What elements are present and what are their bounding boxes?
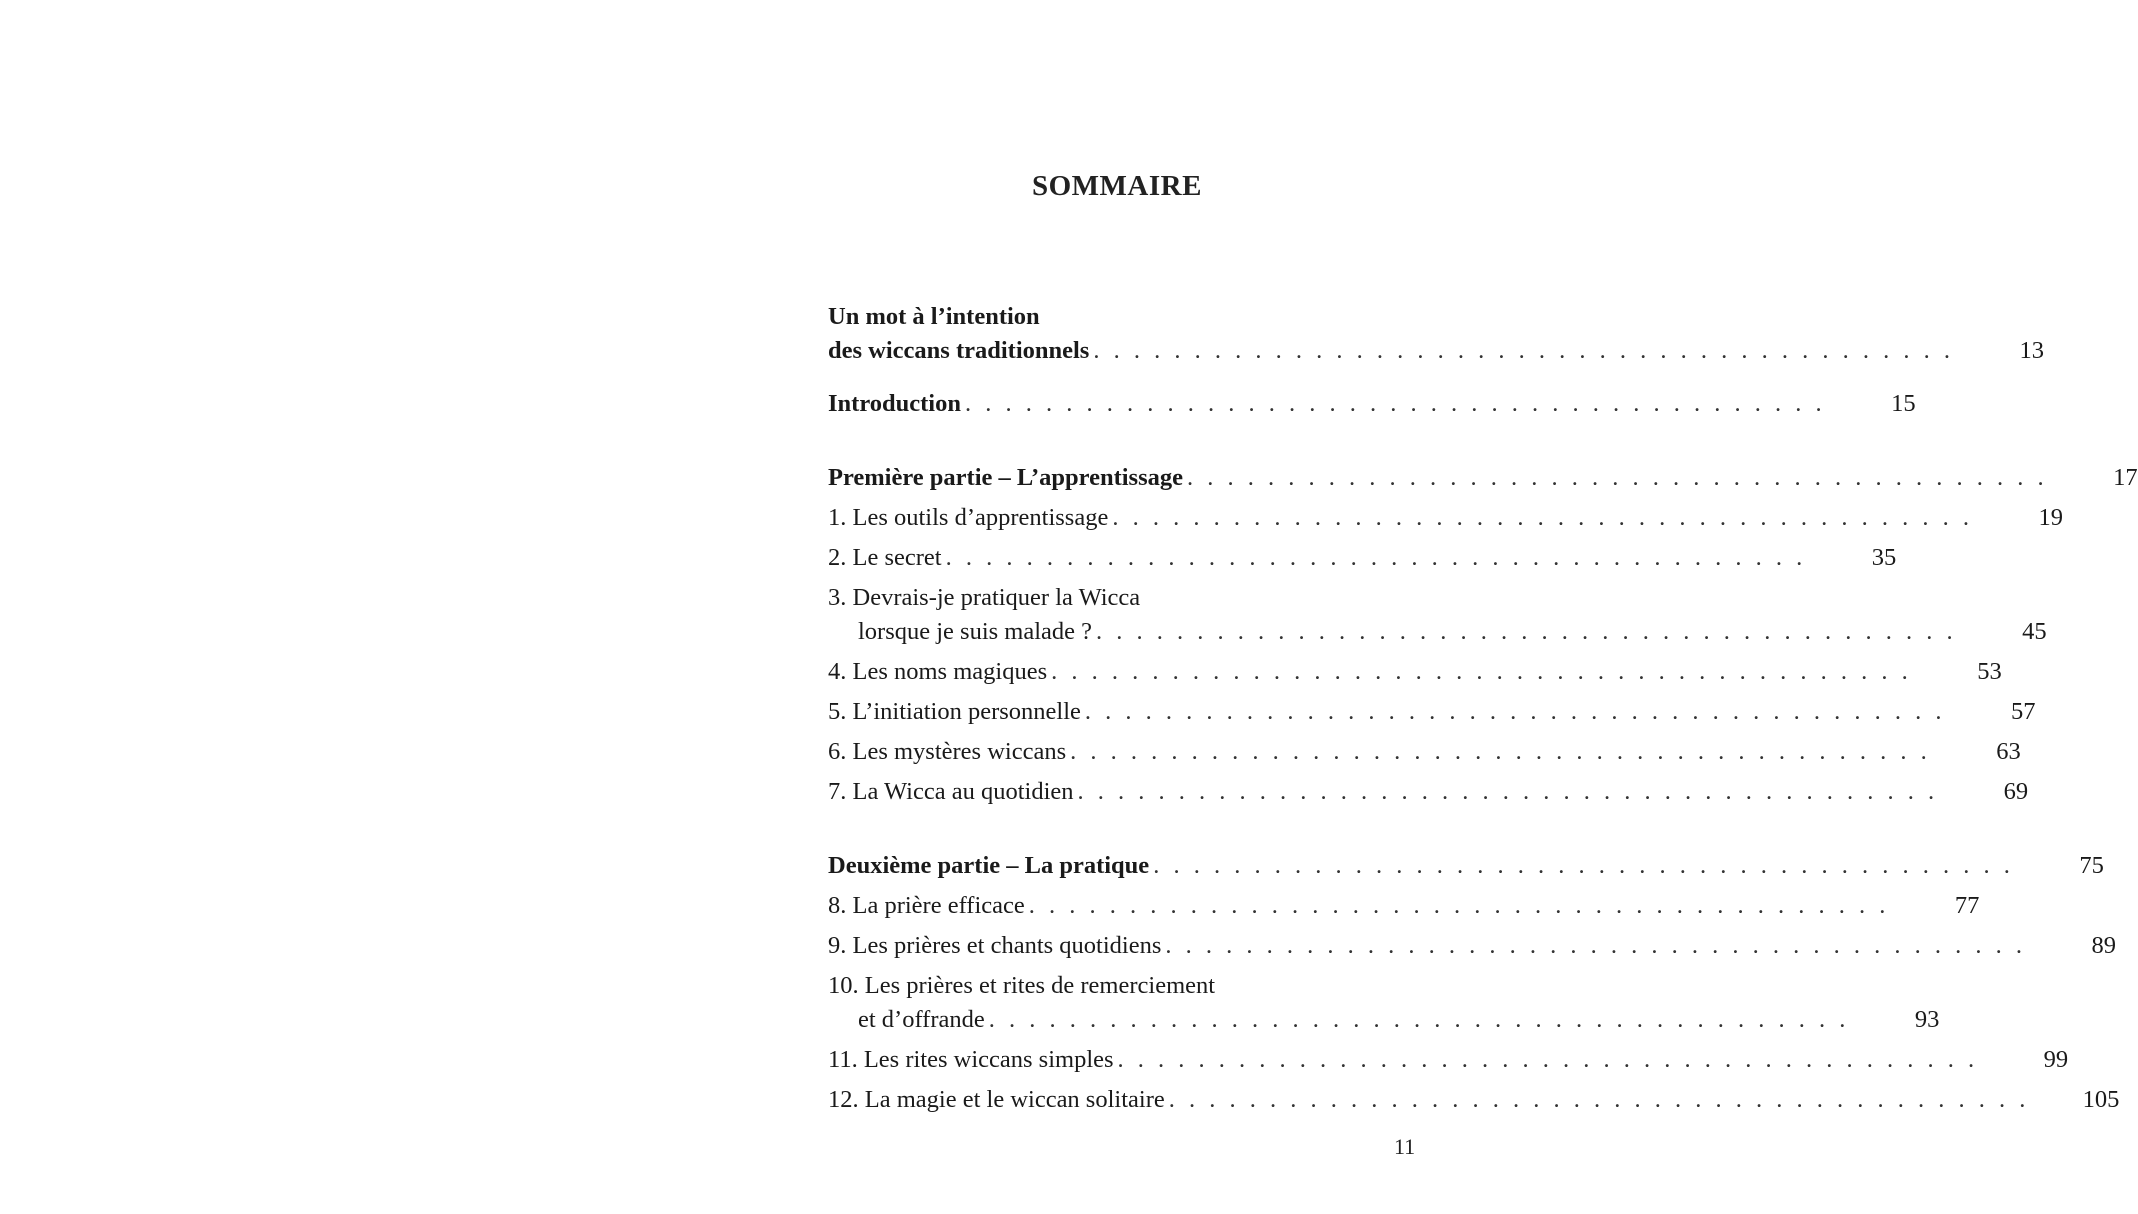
- toc-entry-title: 4. Les noms magiques: [828, 658, 1048, 685]
- page-title: SOMMAIRE: [1032, 170, 1202, 202]
- toc-entry-title-line1: Un mot à l’intention: [828, 303, 1040, 330]
- toc-page-number: 69: [2003, 778, 2029, 805]
- toc-entry: [828, 581, 2047, 649]
- toc-entry: [828, 300, 2044, 368]
- leader-dots: . . . . . . . . . . . . . . . . . . . . . . . . . . . . . . . . . . . . . . . . . . .: [1112, 504, 1973, 531]
- toc-page-number: 45: [2022, 618, 2047, 645]
- leader-dots: . . . . . . . . . . . . . . . . . . . . . . . . . . . . . . . . . . . . . . . . . . .: [1028, 892, 1890, 919]
- leader-dots: . . . . . . . . . . . . . . . . . . . . . . . . . . . . . . . . . . . . . . . . . . .: [1077, 778, 1939, 805]
- toc-entry: [828, 1043, 2069, 1077]
- toc-entry: [828, 387, 1916, 421]
- leader-dots: . . . . . . . . . . . . . . . . . . . . . . . . . . . . . . . . . . . . . . . . . . .: [1165, 932, 2027, 959]
- leader-dots: . . . . . . . . . . . . . . . . . . . . . . . . . . . . . . . . . . . . . . . . . . .: [1153, 852, 2014, 879]
- toc-page-number: 89: [2091, 932, 2117, 959]
- toc-page-number: 13: [2019, 337, 2044, 364]
- leader-dots: . . . . . . . . . . . . . . . . . . . . . . . . . . . . . . . . . . . . . . . . . . .: [1051, 658, 1912, 685]
- leader-dots: . . . . . . . . . . . . . . . . . . . . . . . . . . . . . . . . . . . . . . . . . . .: [988, 1006, 1850, 1033]
- toc-entry-title: et d’offrande: [858, 1006, 985, 1033]
- page-number: 11: [1394, 1134, 1416, 1159]
- toc-entry: [828, 889, 1980, 923]
- toc-entry: [828, 969, 1940, 1037]
- toc-entry: [828, 695, 2036, 729]
- toc-entry: [828, 775, 2029, 809]
- toc-entry-title: 2. Le secret: [828, 544, 942, 571]
- toc-page-number: 75: [2079, 852, 2104, 879]
- toc-page-number: 53: [1977, 658, 2002, 685]
- table-of-contents: [828, 300, 2138, 1117]
- toc-page-number: 63: [1996, 738, 2021, 765]
- toc-entry-title: 1. Les outils d’apprentissage: [828, 504, 1109, 531]
- leader-dots: . . . . . . . . . . . . . . . . . . . . . . . . . . . . . . . . . . . . . . . . . . .: [1168, 1086, 2030, 1113]
- toc-entry-title: des wiccans traditionnels: [828, 337, 1090, 364]
- toc-entry-title: lorsque je suis malade ?: [858, 618, 1093, 645]
- toc-entry: [828, 655, 2002, 689]
- toc-entry-title: 5. L’initiation personnelle: [828, 698, 1081, 725]
- toc-entry: [828, 849, 2104, 883]
- toc-entry-title: Première partie – L’apprentissage: [828, 464, 1183, 491]
- toc-entry-title: 8. La prière efficace: [828, 892, 1025, 919]
- leader-dots: . . . . . . . . . . . . . . . . . . . . . . . . . . . . . . . . . . . . . . . . . . .: [1186, 464, 2048, 491]
- leader-dots: . . . . . . . . . . . . . . . . . . . . . . . . . . . . . . . . . . . . . . . . . . .: [1084, 698, 1946, 725]
- toc-entry: [828, 929, 2117, 963]
- leader-dots: . . . . . . . . . . . . . . . . . . . . . . . . . . . . . . . . . . . . . . . . . . .: [964, 390, 1826, 417]
- toc-entry-title: 6. Les mystères wiccans: [828, 738, 1067, 765]
- toc-page-number: 57: [2011, 698, 2036, 725]
- leader-dots: . . . . . . . . . . . . . . . . . . . . . . . . . . . . . . . . . . . . . . . . . . .: [1070, 738, 1931, 765]
- leader-dots: . . . . . . . . . . . . . . . . . . . . . . . . . . . . . . . . . . . . . . . . . . .: [1093, 337, 1954, 364]
- toc-entry: [828, 461, 2138, 495]
- toc-entry-title: 11. Les rites wiccans simples: [828, 1046, 1114, 1073]
- toc-page-number: 99: [2043, 1046, 2069, 1073]
- toc-entry-title: 9. Les prières et chants quotidiens: [828, 932, 1162, 959]
- toc-page-number: 35: [1871, 544, 1897, 571]
- toc-page-number: 17: [2113, 464, 2138, 491]
- toc-page-number: 15: [1891, 390, 1916, 417]
- toc-entry: [828, 735, 2021, 769]
- toc-entry-title-line1: 10. Les prières et rites de remerciement: [828, 972, 1216, 999]
- toc-page-number: 77: [1954, 892, 1980, 919]
- toc-entry-title: 12. La magie et le wiccan solitaire: [828, 1086, 1165, 1113]
- toc-entry-title: Deuxième partie – La pratique: [828, 852, 1150, 879]
- toc-entry: [828, 541, 1897, 575]
- toc-entry: [828, 501, 2063, 535]
- toc-entry-title: Introduction: [828, 390, 961, 417]
- toc-page-number: 19: [2038, 504, 2063, 531]
- leader-dots: . . . . . . . . . . . . . . . . . . . . . . . . . . . . . . . . . . . . . . . . . . .: [945, 544, 1807, 571]
- leader-dots: . . . . . . . . . . . . . . . . . . . . . . . . . . . . . . . . . . . . . . . . . . .: [1117, 1046, 1979, 1073]
- toc-entry: [828, 1083, 2120, 1117]
- toc-page-number: 105: [2082, 1086, 2120, 1113]
- toc-page-number: 93: [1914, 1006, 1940, 1033]
- toc-entry-title: 7. La Wicca au quotidien: [828, 778, 1074, 805]
- leader-dots: . . . . . . . . . . . . . . . . . . . . . . . . . . . . . . . . . . . . . . . . . . .: [1096, 618, 1957, 645]
- toc-entry-title-line1: 3. Devrais-je pratiquer la Wicca: [828, 584, 1141, 611]
